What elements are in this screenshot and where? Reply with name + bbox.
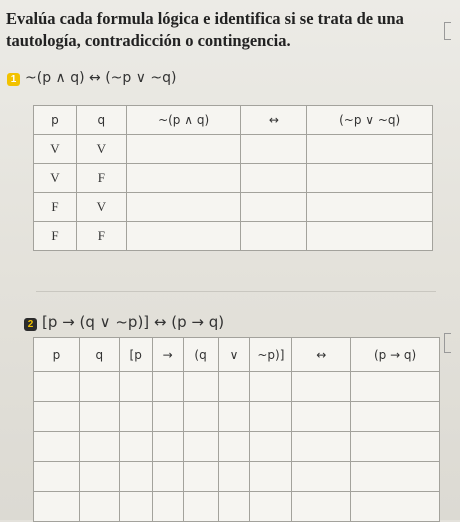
cell-p: V	[34, 164, 77, 193]
answer-cell[interactable]	[351, 432, 440, 462]
answer-cell[interactable]	[183, 462, 218, 492]
header-cell-biconditional: ↔	[241, 106, 307, 135]
page-edge-mark	[444, 333, 451, 353]
header-cell-not-p-or-not-q: (~p ∨ ~q)	[307, 106, 433, 135]
table-row	[34, 432, 440, 462]
answer-cell[interactable]	[183, 492, 218, 522]
answer-cell[interactable]	[241, 222, 307, 251]
cell-p: F	[34, 222, 77, 251]
table-header-row	[34, 106, 433, 135]
answer-cell[interactable]	[119, 402, 152, 432]
answer-cell[interactable]	[241, 164, 307, 193]
header-cell-p: p	[34, 106, 77, 135]
exercise-1-formula: ~(p ∧ q) ↔ (~p ∨ ~q)	[25, 70, 177, 86]
section-divider	[36, 291, 436, 292]
answer-cell[interactable]	[250, 372, 292, 402]
answer-cell[interactable]	[241, 135, 307, 164]
table-row	[34, 222, 433, 251]
page-edge-mark	[444, 22, 451, 40]
header-cell-paren-q: (q	[183, 338, 218, 372]
answer-cell[interactable]	[183, 372, 218, 402]
answer-cell[interactable]	[152, 402, 183, 432]
answer-cell[interactable]	[307, 135, 433, 164]
answer-cell[interactable]	[119, 462, 152, 492]
answer-cell[interactable]	[292, 372, 351, 402]
table-row	[34, 492, 440, 522]
answer-cell[interactable]	[152, 462, 183, 492]
table-row	[34, 462, 440, 492]
answer-cell[interactable]	[241, 193, 307, 222]
table-header-row	[34, 338, 440, 372]
header-cell-or: ∨	[218, 338, 250, 372]
answer-cell[interactable]	[34, 372, 80, 402]
exercise-1-truth-table	[33, 105, 433, 251]
header-cell-q: q	[76, 106, 126, 135]
answer-cell[interactable]	[119, 492, 152, 522]
answer-cell[interactable]	[79, 402, 119, 432]
answer-cell[interactable]	[34, 402, 80, 432]
table-row	[34, 164, 433, 193]
answer-cell[interactable]	[34, 432, 80, 462]
answer-cell[interactable]	[79, 492, 119, 522]
instruction-text: Evalúa cada formula lógica e identifica si se trata de una tautología, contradicción o contingencia.	[6, 9, 404, 50]
answer-cell[interactable]	[183, 402, 218, 432]
answer-cell[interactable]	[152, 372, 183, 402]
answer-cell[interactable]	[34, 462, 80, 492]
answer-cell[interactable]	[250, 402, 292, 432]
answer-cell[interactable]	[292, 462, 351, 492]
answer-cell[interactable]	[152, 432, 183, 462]
table-row	[34, 193, 433, 222]
answer-cell[interactable]	[79, 432, 119, 462]
answer-cell[interactable]	[292, 432, 351, 462]
header-cell-biconditional: ↔	[292, 338, 351, 372]
answer-cell[interactable]	[250, 462, 292, 492]
answer-cell[interactable]	[351, 402, 440, 432]
answer-cell[interactable]	[126, 135, 241, 164]
table-row	[34, 135, 433, 164]
answer-cell[interactable]	[218, 462, 250, 492]
answer-cell[interactable]	[34, 492, 80, 522]
answer-cell[interactable]	[351, 372, 440, 402]
answer-cell[interactable]	[119, 372, 152, 402]
cell-q: V	[76, 135, 126, 164]
cell-q: V	[76, 193, 126, 222]
answer-cell[interactable]	[250, 432, 292, 462]
header-cell-not-p: ~p)]	[250, 338, 292, 372]
header-cell-not-p-and-q: ~(p ∧ q)	[126, 106, 241, 135]
table-row	[34, 372, 440, 402]
answer-cell[interactable]	[79, 372, 119, 402]
header-cell-implies: →	[152, 338, 183, 372]
answer-cell[interactable]	[218, 432, 250, 462]
answer-cell[interactable]	[119, 432, 152, 462]
answer-cell[interactable]	[126, 164, 241, 193]
answer-cell[interactable]	[126, 193, 241, 222]
answer-cell[interactable]	[126, 222, 241, 251]
answer-cell[interactable]	[79, 462, 119, 492]
answer-cell[interactable]	[183, 432, 218, 462]
cell-p: F	[34, 193, 77, 222]
exercise-2-formula: [p → (q ∨ ~p)] ↔ (p → q)	[42, 313, 225, 331]
answer-cell[interactable]	[307, 164, 433, 193]
exercise-2-truth-table	[33, 337, 440, 522]
answer-cell[interactable]	[307, 193, 433, 222]
table-row	[34, 402, 440, 432]
answer-cell[interactable]	[218, 372, 250, 402]
answer-cell[interactable]	[292, 492, 351, 522]
header-cell-bracket-p: [p	[119, 338, 152, 372]
answer-cell[interactable]	[292, 402, 351, 432]
exercise-1-number-badge: 1	[7, 73, 20, 86]
header-cell-p-implies-q: (p → q)	[351, 338, 440, 372]
answer-cell[interactable]	[351, 492, 440, 522]
header-cell-p: p	[34, 338, 80, 372]
header-cell-q: q	[79, 338, 119, 372]
answer-cell[interactable]	[152, 492, 183, 522]
answer-cell[interactable]	[218, 492, 250, 522]
cell-p: V	[34, 135, 77, 164]
answer-cell[interactable]	[250, 492, 292, 522]
exercise-2-number-badge: 2	[24, 318, 37, 331]
cell-q: F	[76, 222, 126, 251]
answer-cell[interactable]	[351, 462, 440, 492]
answer-cell[interactable]	[307, 222, 433, 251]
cell-q: F	[76, 164, 126, 193]
answer-cell[interactable]	[218, 402, 250, 432]
